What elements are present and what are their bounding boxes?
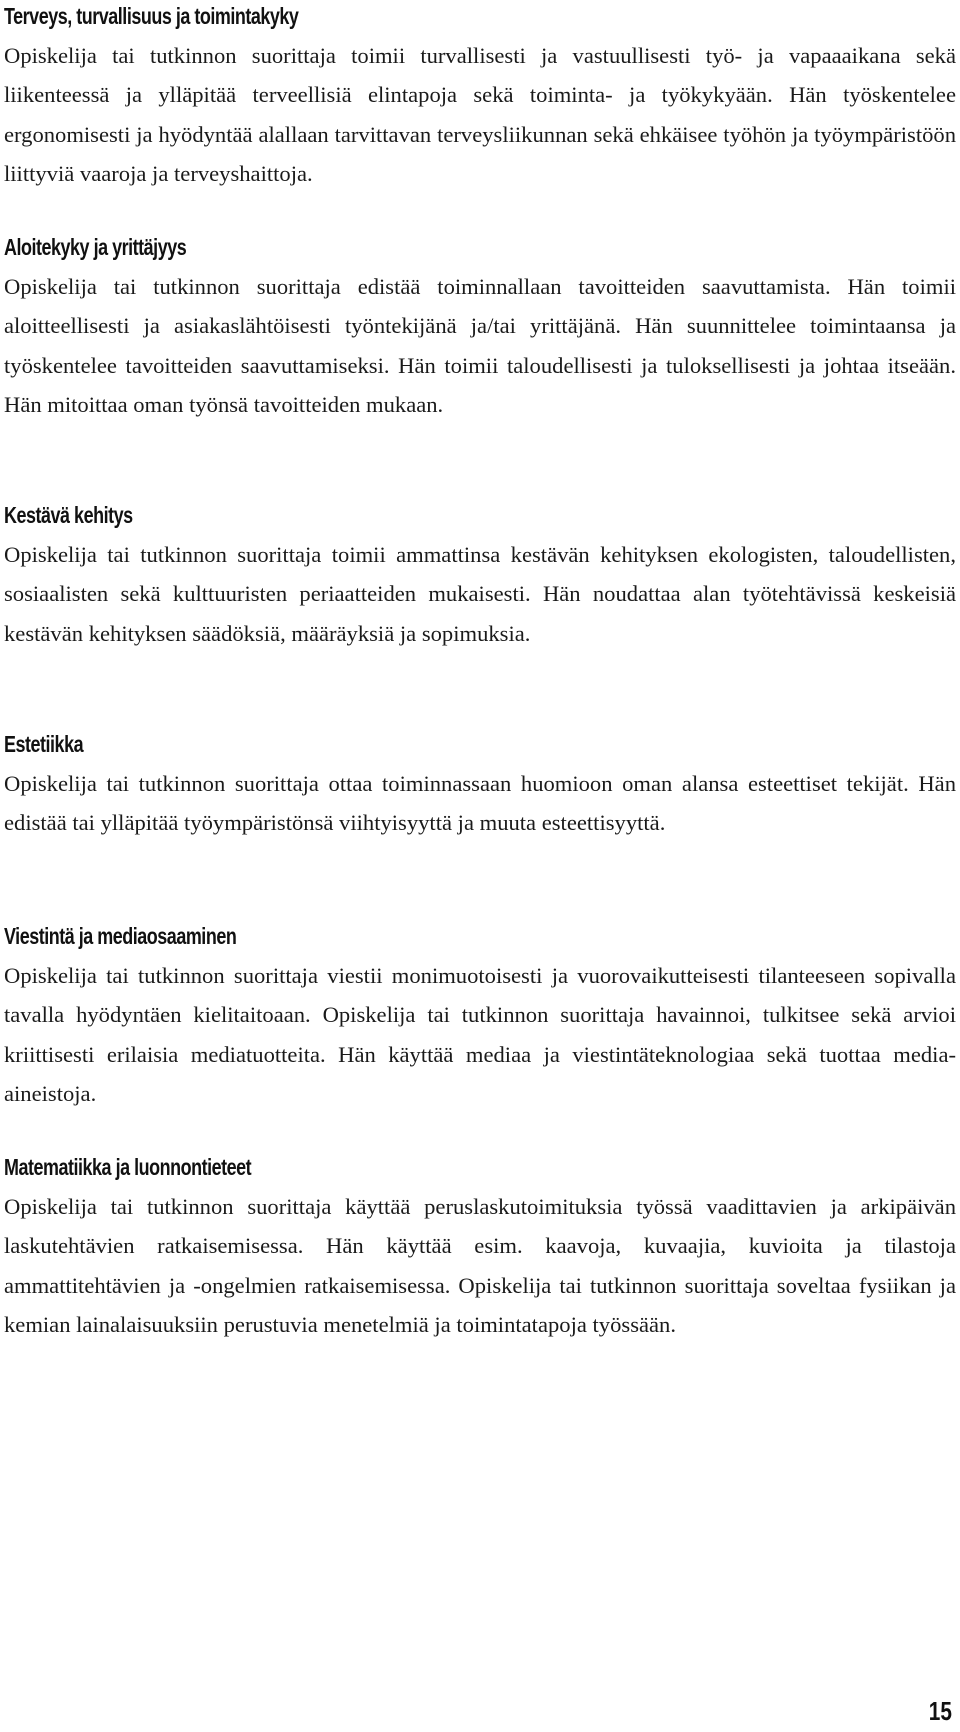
section-heading: Matematiikka ja luonnontieteet: [4, 1154, 252, 1180]
section-heading: Viestintä ja mediaosaaminen: [4, 923, 237, 949]
section-heading: Terveys, turvallisuus ja toimintakyky: [4, 3, 299, 29]
section-aesthetics: [4, 730, 956, 843]
section-sustainable-development: [4, 501, 956, 653]
section-paragraph: Opiskelija tai tutkinnon suorittaja toimii ammattinsa kestävän kehityksen ekologisten, taloudellisten, sosiaalisten sekä kulttuuristen periaatteiden mukaisesti. Hän noudattaa alan työtehtävissä keskeisiä kestävän kehityksen säädöksiä, määräyksiä ja sopimuksia.: [4, 542, 956, 646]
section-math-natural-sciences: [4, 1153, 956, 1345]
section-heading: Kestävä kehitys: [4, 502, 133, 528]
section-communication-media: [4, 922, 956, 1114]
page-number: 15: [928, 1696, 952, 1726]
section-heading: Estetiikka: [4, 731, 84, 757]
section-paragraph: Opiskelija tai tutkinnon suorittaja käyttää peruslaskutoimituksia työssä vaadittavien ja arkipäivän laskutehtävien ratkaisemisessa. Hän käyttää esim. kaavoja, kuvaajia, kuvioita ja tilastoja ammattitehtävien ja -ongelmien ratkaisemisessa. Opiskelija tai tutkinnon suorittaja soveltaa fysiikan ja kemian lainalaisuuksiin perustuvia menetelmiä ja toimintatapoja työssään.: [4, 1194, 956, 1338]
section-initiative-entrepreneurship: [4, 233, 956, 425]
section-heading: Aloitekyky ja yrittäjyys: [4, 234, 187, 260]
section-paragraph: Opiskelija tai tutkinnon suorittaja ottaa toiminnassaan huomioon oman alansa esteettiset tekijät. Hän edistää tai ylläpitää työympäristönsä viihtyisyyttä ja muuta esteettisyyttä.: [4, 771, 956, 836]
section-paragraph: Opiskelija tai tutkinnon suorittaja viestii monimuotoisesti ja vuorovaikutteisesti tilanteeseen sopivalla tavalla hyödyntäen kielitaitoaan. Opiskelija tai tutkinnon suorittaja havainnoi, tulkitsee sekä arvioi kriittisesti erilaisia mediatuotteita. Hän käyttää mediaa ja viestintäteknologiaa sekä tuottaa media-aineistoja.: [4, 963, 956, 1107]
section-health-safety: [4, 2, 956, 194]
section-paragraph: Opiskelija tai tutkinnon suorittaja edistää toiminnallaan tavoitteiden saavuttamista. Hän toimii aloitteellisesti ja asiakaslähtöisesti työntekijänä ja/tai yrittäjänä. Hän suunnittelee toimintaansa ja työskentelee tavoitteiden saavuttamiseksi. Hän toimii taloudellisesti ja tuloksellisesti ja johtaa itseään. Hän mitoittaa oman työnsä tavoitteiden mukaan.: [4, 274, 956, 418]
section-paragraph: Opiskelija tai tutkinnon suorittaja toimii turvallisesti ja vastuullisesti työ- ja vapaaaikana sekä liikenteessä ja ylläpitää terveellisiä elintapoja sekä toiminta- ja työkykyään. Hän työskentelee ergonomisesti ja hyödyntää alallaan tarvittavan terveysliikunnan sekä ehkäisee työhön ja työympäristöön liittyviä vaaroja ja terveyshaittoja.: [4, 43, 956, 187]
